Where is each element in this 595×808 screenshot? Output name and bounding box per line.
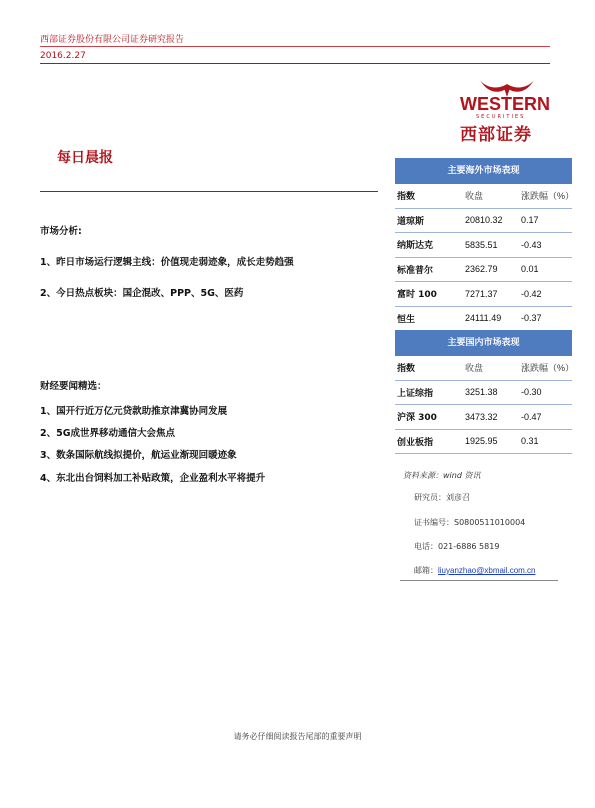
table-row <box>395 282 572 307</box>
table-row <box>395 209 572 234</box>
index-close: 3251.38 <box>465 387 498 398</box>
index-close: 7271.37 <box>465 288 498 299</box>
col-index: 指数 <box>397 192 416 203</box>
col-change: 涨跌幅（%） <box>521 363 575 374</box>
index-close: 1925.95 <box>465 436 498 447</box>
phone-number: 电话：021-6886 5819 <box>414 542 500 551</box>
index-close: 5835.51 <box>465 239 498 250</box>
overseas-header-row <box>395 184 575 209</box>
table-row <box>395 258 572 283</box>
contact-divider <box>400 580 558 581</box>
table-row <box>395 307 572 331</box>
index-name: 标准普尔 <box>397 265 434 276</box>
table-row <box>395 233 572 258</box>
index-change: -0.43 <box>521 239 542 250</box>
index-name: 创业板指 <box>397 437 434 448</box>
logo-sub: SECURITIES <box>476 114 526 120</box>
index-name: 富时 100 <box>397 290 437 301</box>
index-name: 恒生 <box>397 314 416 325</box>
col-close: 收盘 <box>465 363 484 374</box>
footer-disclaimer: 请务必仔细阅读报告尾部的重要声明 <box>233 732 362 741</box>
index-name: 上证综指 <box>397 388 434 399</box>
index-name: 纳斯达克 <box>397 241 434 252</box>
index-change: -0.47 <box>521 411 542 422</box>
index-close: 24111.49 <box>465 313 502 324</box>
index-name: 沪深 300 <box>397 413 437 424</box>
col-index: 指数 <box>397 364 416 375</box>
company-logo <box>458 74 554 145</box>
index-change: 0.31 <box>521 436 539 447</box>
title-divider <box>40 191 378 192</box>
table-row <box>395 430 572 455</box>
logo-wordmark: WESTERN <box>460 94 550 114</box>
index-change: 0.17 <box>521 215 539 226</box>
email-label: 邮箱： <box>414 566 438 575</box>
market-heading: 市场分析: <box>40 226 82 237</box>
col-change: 涨跌幅（%） <box>521 191 575 202</box>
domestic-title: 主要国内市场表现 <box>395 330 572 356</box>
news-item: 2、5G成世界移动通信大会焦点 <box>40 428 176 439</box>
index-name: 道琼斯 <box>397 216 425 227</box>
col-close: 收盘 <box>465 191 484 202</box>
index-change: -0.37 <box>521 313 542 324</box>
market-panel <box>395 158 575 454</box>
table-row <box>395 405 572 430</box>
report-date: 2016.2.27 <box>40 51 86 61</box>
market-item: 2、今日热点板块：国企混改、PPP、5G、医药 <box>40 288 244 299</box>
market-item: 1、昨日市场运行逻辑主线：价值现走弱迹象，成长走势趋强 <box>40 257 294 268</box>
news-item: 4、东北出台饲料加工补贴政策，企业盈利水平将提升 <box>40 473 266 484</box>
header-org-line: 西部证券股份有限公司证券研究报告 <box>40 35 185 45</box>
index-change: -0.42 <box>521 288 542 299</box>
news-heading: 财经要闻精选： <box>40 381 107 392</box>
email-line <box>414 565 536 576</box>
index-change: 0.01 <box>521 264 539 275</box>
data-source: 资料来源：wind 资讯 <box>403 471 481 480</box>
overseas-title: 主要海外市场表现 <box>395 158 572 184</box>
table-row <box>395 381 572 406</box>
news-item: 3、数条国际航线拟提价，航运业渐现回暖迹象 <box>40 450 237 461</box>
email-link[interactable]: liuyanzhao@xbmail.com.cn <box>438 566 536 575</box>
domestic-header-row <box>395 356 575 381</box>
analyst-name: 研究员：刘彦召 <box>414 493 470 502</box>
header-divider <box>40 46 550 47</box>
certificate-number: 证书编号：S0800511010004 <box>414 518 526 527</box>
index-change: -0.30 <box>521 387 542 398</box>
index-close: 2362.79 <box>465 264 498 275</box>
index-close: 20810.32 <box>465 215 503 226</box>
logo-chinese: 西部证券 <box>460 125 532 145</box>
index-close: 3473.32 <box>465 411 498 422</box>
report-title: 每日晨报 <box>57 150 113 166</box>
news-item: 1、国开行近万亿元贷款助推京津冀协同发展 <box>40 406 228 417</box>
header-divider-bottom <box>40 63 550 64</box>
